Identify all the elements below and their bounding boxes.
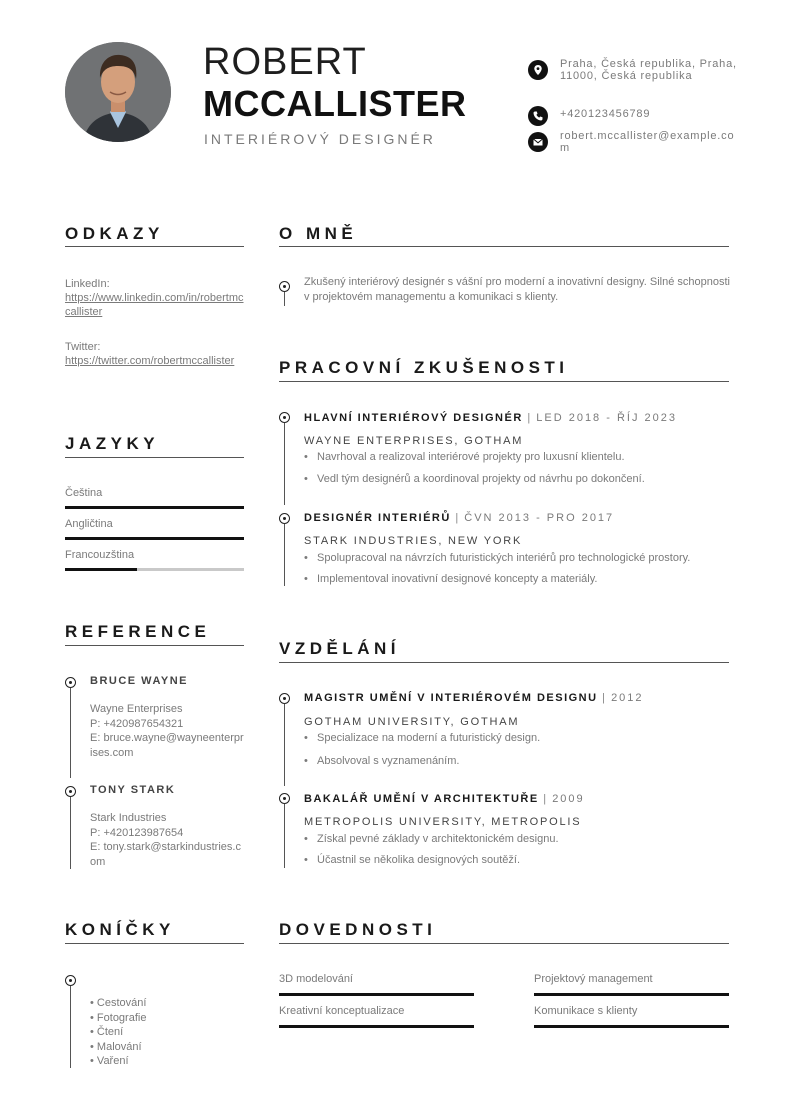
links-divider (65, 246, 244, 247)
portrait-image (65, 42, 171, 142)
education-item: • Specializace na moderní a futuristický design. (304, 732, 541, 744)
language-item (65, 549, 244, 561)
experience-timeline-line (284, 524, 285, 586)
skill-level-bar (279, 993, 474, 996)
education-item: • Absolvoval s vyznamenáním. (304, 755, 460, 767)
hobbies-timeline-line (70, 986, 71, 1068)
reference-bullet-icon (65, 786, 76, 797)
separator: | (543, 793, 548, 805)
position-dates: LED 2018 - ŘÍJ 2023 (536, 412, 677, 424)
reference-company: Wayne Enterprises (90, 703, 183, 715)
education-bullet-icon (279, 793, 290, 804)
company-name: STARK INDUSTRIES, NEW YORK (304, 535, 523, 547)
education-timeline-line (284, 704, 285, 786)
education-title (304, 692, 644, 704)
about-timeline-line (284, 292, 285, 306)
address-text: Praha, Česká republika, Praha, 11000, Česká republika (560, 58, 737, 82)
first-name: ROBERT (203, 41, 367, 83)
linkedin-link-block (65, 277, 244, 319)
skill-item (279, 973, 474, 985)
position-title: DESIGNÉR INTERIÉRŮ (304, 512, 451, 524)
separator: | (527, 412, 532, 424)
skills-heading: DOVEDNOSTI (279, 920, 437, 939)
experience-bullet-icon (279, 412, 290, 423)
hobby-item: • Fotografie (90, 1011, 146, 1026)
separator: | (455, 512, 460, 524)
twitter-link-block (65, 340, 244, 368)
linkedin-label: LinkedIn: (65, 278, 110, 290)
reference-name: BRUCE WAYNE (90, 675, 188, 687)
reference-phone: P: +420987654321 (90, 717, 184, 730)
profile-photo (65, 42, 171, 142)
language-level-fill (65, 568, 137, 571)
contact-phone (528, 104, 738, 126)
language-item (65, 487, 244, 499)
language-name: Angličtina (65, 518, 113, 530)
position-title: HLAVNÍ INTERIÉROVÝ DESIGNÉR (304, 412, 523, 424)
skill-level-bar (534, 1025, 729, 1028)
language-item (65, 518, 244, 530)
phone-icon (528, 106, 548, 126)
experience-bullet-icon (279, 513, 290, 524)
education-heading: VZDĚLÁNÍ (279, 639, 400, 658)
hobbies-bullet-icon (65, 975, 76, 986)
degree-title: BAKALÁŘ UMĚNÍ V ARCHITEKTUŘE (304, 793, 539, 805)
languages-heading: JAZYKY (65, 434, 160, 453)
reference-timeline-line (70, 688, 71, 778)
position-dates: ČVN 2013 - PRO 2017 (464, 512, 615, 524)
skill-name: Projektový management (534, 973, 653, 985)
experience-item: • Implementoval inovativní designové koncepty a materiály. (304, 573, 598, 585)
reference-phone: P: +420123987654 (90, 826, 184, 839)
education-divider (279, 662, 729, 663)
language-name: Francouzština (65, 549, 135, 561)
company-name: WAYNE ENTERPRISES, GOTHAM (304, 435, 524, 447)
reference-bullet-icon (65, 677, 76, 688)
skill-level-bar (279, 1025, 474, 1028)
twitter-label: Twitter: (65, 341, 101, 353)
hobbies-list (90, 996, 146, 1069)
email-icon (528, 132, 548, 152)
linkedin-link[interactable]: https://www.linkedin.com/in/robertmccallister (65, 292, 244, 318)
contact-email (528, 130, 738, 154)
language-level-bar (65, 568, 244, 571)
school-name: METROPOLIS UNIVERSITY, METROPOLIS (304, 816, 582, 828)
degree-title: MAGISTR UMĚNÍ V INTERIÉROVÉM DESIGNU (304, 692, 598, 704)
contact-address (528, 58, 738, 82)
about-heading: O MNĚ (279, 224, 358, 243)
experience-item: • Vedl tým designérů a koordinoval projekty od návrhu po dokončení. (304, 473, 645, 485)
degree-dates: 2009 (552, 793, 585, 805)
about-bullet-icon (279, 281, 290, 292)
school-name: GOTHAM UNIVERSITY, GOTHAM (304, 716, 520, 728)
skill-item (534, 973, 729, 985)
language-level-bar (65, 537, 244, 540)
reference-company: Stark Industries (90, 812, 167, 824)
skill-item (279, 1005, 474, 1017)
references-divider (65, 645, 244, 646)
experience-divider (279, 381, 729, 382)
hobbies-heading: KONÍČKY (65, 920, 175, 939)
reference-details (90, 702, 245, 760)
language-level-fill (65, 506, 244, 509)
hobby-item: • Vaření (90, 1054, 146, 1069)
skill-name: 3D modelování (279, 973, 353, 985)
references-heading: REFERENCE (65, 622, 211, 641)
experience-heading: PRACOVNÍ ZKUŠENOSTI (279, 358, 569, 377)
education-item: • Účastnil se několika designových soutěží. (304, 854, 520, 866)
language-level-fill (65, 537, 244, 540)
education-item: • Získal pevné základy v architektonickém designu. (304, 833, 559, 845)
degree-dates: 2012 (611, 692, 644, 704)
hobby-item: • Cestování (90, 996, 146, 1011)
education-bullet-icon (279, 693, 290, 704)
phone-text: +420123456789 (560, 108, 651, 120)
education-title (304, 793, 585, 805)
language-level-bar (65, 506, 244, 509)
skill-name: Komunikace s klienty (534, 1005, 638, 1017)
reference-timeline-line (70, 797, 71, 869)
reference-name: TONY STARK (90, 784, 176, 796)
languages-divider (65, 457, 244, 458)
hobby-item: • Čtení (90, 1025, 146, 1040)
about-divider (279, 246, 729, 247)
reference-details (90, 811, 245, 869)
experience-title (304, 512, 614, 524)
links-heading: ODKAZY (65, 224, 164, 243)
language-name: Čeština (65, 487, 103, 499)
skill-level-bar (534, 993, 729, 996)
experience-timeline-line (284, 423, 285, 505)
location-pin-icon (528, 60, 548, 80)
experience-item: • Navrhoval a realizoval interiérové projekty pro luxusní klientelu. (304, 451, 625, 463)
hobbies-divider (65, 943, 244, 944)
email-text: robert.mccallister@example.com (560, 130, 735, 154)
job-title: INTERIÉROVÝ DESIGNÉR (204, 131, 436, 147)
education-timeline-line (284, 804, 285, 868)
separator: | (602, 692, 607, 704)
last-name: MCCALLISTER (203, 83, 467, 124)
skill-item (534, 1005, 729, 1017)
twitter-link[interactable]: https://twitter.com/robertmccallister (65, 355, 235, 367)
experience-item: • Spolupracoval na návrzích futuristických interiérů pro technologické prostory. (304, 552, 691, 564)
skill-name: Kreativní konceptualizace (279, 1005, 405, 1017)
reference-email: E: tony.stark@starkindustries.com (90, 841, 241, 868)
skills-divider (279, 943, 729, 944)
hobby-item: • Malování (90, 1040, 146, 1055)
about-text: Zkušený interiérový designér s vášní pro moderní a inovativní designy. Silné schopnosti v projektovém managementu a komunikaci s klienty. (304, 276, 730, 303)
reference-email: E: bruce.wayne@wayneenterprises.com (90, 732, 244, 759)
experience-title (304, 412, 677, 424)
